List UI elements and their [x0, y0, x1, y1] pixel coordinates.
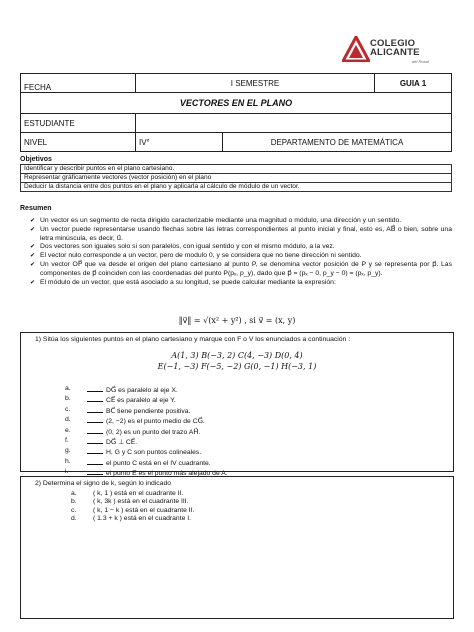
page-title: VECTORES EN EL PLANO: [21, 93, 452, 114]
estudiante-field[interactable]: [136, 114, 452, 133]
item-letter: b.: [71, 498, 77, 506]
list-item: [71, 507, 441, 515]
question-2-items: [71, 490, 441, 524]
estudiante-label: ESTUDIANTE: [21, 114, 136, 133]
points-row-2: E(−1, −3) F(−5, −2) G(0, −1) H(−3, 1): [157, 362, 317, 371]
list-item: [71, 498, 441, 506]
question-2-box: [20, 476, 454, 619]
objetivo-item: Representar gráficamente vectores (vector posición) en el plano: [21, 174, 452, 183]
answer-blank[interactable]: [87, 458, 103, 465]
list-item: [65, 385, 435, 395]
resumen-item: ✔ Un vector OP⃗ que va desde el origen del plano cartesiano al punto P, se denomina vector posición de P y se representa por p⃗. Las componentes de p⃗ coinciden con las coordenadas del punto P(pₓ, p_y), dado que p⃗ = (pₓ − 0, p_y − 0) = (pₓ, p_y).: [30, 261, 452, 279]
item-text: (0, 2) es un punto del trazo AH⃗.: [106, 428, 201, 436]
item-text: ( k, 1 ) está en el cuadrante II.: [93, 490, 184, 497]
answer-blank[interactable]: [87, 385, 103, 392]
item-text: H, G y C son puntos colineales.: [106, 449, 202, 457]
logo-line2: ALICANTE: [370, 47, 420, 58]
logo-triangle-icon: [342, 36, 370, 62]
fecha-label: FECHA: [21, 74, 136, 93]
item-letter: f.: [65, 437, 69, 445]
nivel-value: IV°: [136, 133, 223, 152]
answer-blank[interactable]: [87, 468, 103, 475]
logo-line3: del Rosal: [412, 59, 429, 64]
item-text: (2, −2) es el punto medio de CG⃗.: [106, 418, 205, 426]
nivel-label: NIVEL: [21, 133, 136, 152]
item-text: el punto E es el punto más alejado de A.: [106, 470, 228, 478]
answer-blank[interactable]: [87, 416, 103, 423]
question-1-box: [20, 332, 454, 478]
answer-blank[interactable]: [87, 406, 103, 413]
guia: GUIA 1: [375, 74, 452, 93]
item-letter: a.: [71, 490, 77, 497]
resumen-item: ✔ Un vector puede representarse usando flechas sobre las letras correspondientes al punto inicial y final, esto es, AB⃗ o bien, sobre una letra minúscula, es decir, u⃗.: [30, 226, 452, 244]
item-text: DG⃗ ⊥ CE⃗.: [106, 439, 137, 447]
answer-blank[interactable]: [87, 437, 103, 444]
list-item: [65, 395, 435, 405]
list-item: [71, 490, 441, 498]
item-text: CE⃗ es paralelo al eje Y.: [106, 397, 176, 405]
item-text: BC⃗ tiene pendiente positiva.: [106, 407, 191, 415]
item-letter: h.: [65, 457, 71, 465]
item-text: ( k, 1 − k ) está en el cuadrante II.: [93, 506, 195, 514]
points-row-1: A(1, 3) B(−3, 2) C(4, −3) D(0, 4): [171, 351, 303, 360]
item-letter: b.: [65, 395, 71, 403]
item-letter: c.: [71, 506, 77, 514]
question-2-title: 2) Determina el signo de k, según lo indicado: [35, 480, 172, 487]
objetivo-item: Identificar y describir puntos en el plano cartesiano.: [21, 165, 452, 174]
item-letter: d.: [71, 515, 77, 523]
item-text: el punto C está en el IV cuadrante.: [106, 459, 211, 467]
list-item: [65, 437, 435, 447]
resumen-item: ✔ El vector nulo corresponde a un vector, pero de modulo 0, y se considera que no tiene dirección ni sentido.: [30, 252, 452, 261]
objetivos-title: Objetivos: [20, 156, 52, 163]
objetivo-item: Deducir la distancia entre dos puntos en el plano y aplicarla al cálculo de módulo de un vector.: [21, 183, 452, 192]
answer-blank[interactable]: [87, 447, 103, 454]
logo-line1: COLEGIO: [370, 38, 416, 49]
question-1-title: 1) Sitúa los siguientes puntos en el plano cartesiano y marque con F o V los enunciados a continuación :: [35, 336, 351, 343]
departamento: DEPARTAMENTO DE MATEMÁTICA: [223, 133, 452, 152]
objetivos-table: [20, 164, 452, 192]
header-table: [20, 73, 452, 152]
list-item: [65, 447, 435, 457]
school-logo: [340, 34, 440, 68]
item-letter: g.: [65, 447, 71, 455]
resumen-list: [30, 217, 452, 287]
modulo-formula: ‖v⃗‖ = √(x² + y²) , si v⃗ = (x, y): [178, 316, 296, 325]
semestre: I SEMESTRE: [136, 74, 375, 93]
resumen-item: ✔ El módulo de un vector, que está asociado a su longitud, se puede calcular mediante la expresión:: [30, 279, 452, 288]
item-letter: i.: [65, 468, 69, 476]
list-item: [65, 406, 435, 416]
resumen-item: ✔ Dos vectores son iguales solo si son paralelos, con igual sentido y con el mismo módulo, a la vez.: [30, 243, 452, 252]
list-item: [71, 515, 441, 523]
item-text: ( 1.3 + k ) está en el cuadrante I.: [93, 515, 192, 523]
item-letter: e.: [65, 426, 71, 434]
resumen-item: ✔ Un vector es un segmento de recta dirigido caracterizable mediante una magnitud o módulo, una dirección y un sentido.: [30, 217, 452, 226]
list-item: [65, 416, 435, 426]
answer-blank[interactable]: [87, 427, 103, 434]
item-letter: d.: [65, 416, 71, 424]
item-letter: c.: [65, 405, 71, 413]
resumen-title: Resumen: [20, 205, 52, 212]
item-text: DG⃗ es paralelo al eje X.: [106, 387, 178, 394]
item-text: ( k, 3k ) está en el cuadrante III.: [93, 498, 189, 506]
question-1-items: [65, 385, 435, 479]
answer-blank[interactable]: [87, 395, 103, 402]
list-item: [65, 458, 435, 468]
list-item: [65, 427, 435, 437]
item-letter: a.: [65, 385, 71, 392]
